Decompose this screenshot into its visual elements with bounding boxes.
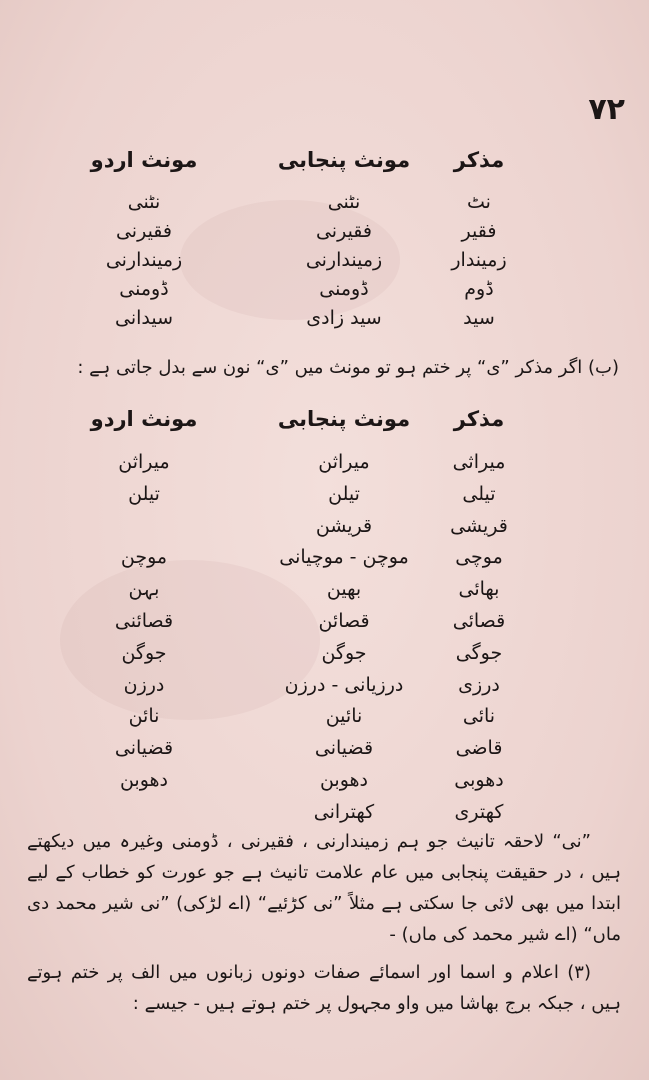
table-cell: میراثن xyxy=(318,451,370,473)
table-row xyxy=(0,734,649,762)
table-cell: ڈومنی xyxy=(319,278,369,300)
table-row xyxy=(0,766,649,794)
table-cell: زمیندارنی xyxy=(105,249,183,271)
table-cell: تیلن xyxy=(128,482,160,505)
table-cell: میراثی xyxy=(452,451,506,473)
table-cell: فقیر xyxy=(461,220,497,242)
table-cell: قضیانی xyxy=(114,737,174,760)
table-cell: نٹ xyxy=(467,191,491,213)
section-3-paragraph: (۳) اعلام و اسما اور اسمائے صفات دونوں زبانوں میں الف پر ختم ہوتے ہیں ، جبکہ برج بھاشا میں واو مجہول پر ختم ہوتے ہیں - جیسے : xyxy=(27,962,621,1014)
table-cell: تیلی xyxy=(462,482,496,505)
page-number: ۷۲ xyxy=(588,92,625,127)
table-cell: سید xyxy=(463,307,495,329)
table-cell: دھوبی xyxy=(454,769,504,791)
table-row xyxy=(0,217,649,245)
table-cell: قضیانی xyxy=(314,737,374,760)
table-cell: موچی xyxy=(455,546,503,569)
table-cell: قصائنی xyxy=(114,610,174,632)
table-cell: نائین xyxy=(325,705,363,728)
table-cell: نٹنی xyxy=(327,191,361,213)
table-row xyxy=(0,607,649,635)
table-cell: موچن xyxy=(120,546,168,569)
table-cell: سید زادی xyxy=(306,307,382,329)
table-header-row xyxy=(0,146,649,174)
table-cell: سیدانی xyxy=(114,307,174,329)
table-row xyxy=(0,480,649,508)
table-row xyxy=(0,671,649,699)
table-cell: تیلن xyxy=(328,482,360,505)
column-header: مونث پنجابی xyxy=(277,407,411,431)
table-cell: جوگن xyxy=(121,641,167,664)
table-cell: زمیندارنی xyxy=(305,249,383,271)
table-cell: دھوبن xyxy=(319,769,369,791)
table-cell: فقیرنی xyxy=(115,220,173,242)
table-cell: بھین xyxy=(326,578,362,601)
table-row xyxy=(0,304,649,332)
table-cell: ڈومنی xyxy=(119,278,169,300)
table-row xyxy=(0,448,649,476)
table-cell: ڈوم xyxy=(464,278,494,300)
table-row xyxy=(0,543,649,571)
table-cell: درزی xyxy=(458,673,500,696)
table-row xyxy=(0,188,649,216)
column-header: مونث پنجابی xyxy=(277,148,411,172)
table-cell: قصائن xyxy=(318,610,370,632)
column-header: مونث اردو xyxy=(90,407,198,431)
table-cell: فقیرنی xyxy=(315,220,373,242)
table-row xyxy=(0,702,649,730)
table-cell: قاضی xyxy=(455,737,503,760)
table-cell: دھوبن xyxy=(119,769,169,791)
column-header: مذکر xyxy=(453,148,505,172)
table-cell: موچن - موچیانی xyxy=(279,546,409,569)
table-cell: قریشن xyxy=(315,514,373,537)
table-cell: قصائی xyxy=(452,610,506,632)
table-row xyxy=(0,639,649,667)
table-cell: نائن xyxy=(128,705,160,728)
section-b-heading: (ب) اگر مذکر ”ی“ پر ختم ہو تو مونث میں ”ی“ نون سے بدل جاتی ہے : xyxy=(77,357,619,378)
table-cell: زمیندار xyxy=(451,249,507,271)
table-cell: بہن xyxy=(128,578,160,601)
table-row xyxy=(0,512,649,540)
table-cell: درزیانی - درزن xyxy=(284,673,404,696)
table-row xyxy=(0,246,649,274)
table-cell: میراثن xyxy=(118,451,170,473)
column-header: مذکر xyxy=(453,407,505,431)
table-cell: کھتری xyxy=(454,800,504,823)
table-cell: بھائی xyxy=(458,578,500,601)
table-cell: درزن xyxy=(123,673,165,696)
table-cell: جوگن xyxy=(321,641,367,664)
table-row xyxy=(0,798,649,826)
table-cell: نٹنی xyxy=(127,191,161,213)
table-cell: قریشی xyxy=(450,514,508,537)
table-header-row xyxy=(0,405,649,433)
table-cell: جوگی xyxy=(455,641,503,664)
note-paragraph: ”نی“ لاحقہ تانیث جو ہم زمیندارنی ، فقیرنی ، ڈومنی وغیرہ میں دیکھتے ہیں ، در حقیقت پنجابی میں عام علامت تانیث ہے جو عورت کو خطاب کے لیے ابتدا میں بھی لائی جا سکتی ہے مثلاً ”نی کڑئیے“ (اے لڑکی) ”نی شیر محمد دی ماں“ (اے شیر محمد کی ماں) - xyxy=(27,831,621,945)
column-header: مونث اردو xyxy=(90,148,198,172)
table-cell: کھترانی xyxy=(313,800,375,823)
table-row xyxy=(0,575,649,603)
table-row xyxy=(0,275,649,303)
table-cell: نائی xyxy=(462,705,496,728)
